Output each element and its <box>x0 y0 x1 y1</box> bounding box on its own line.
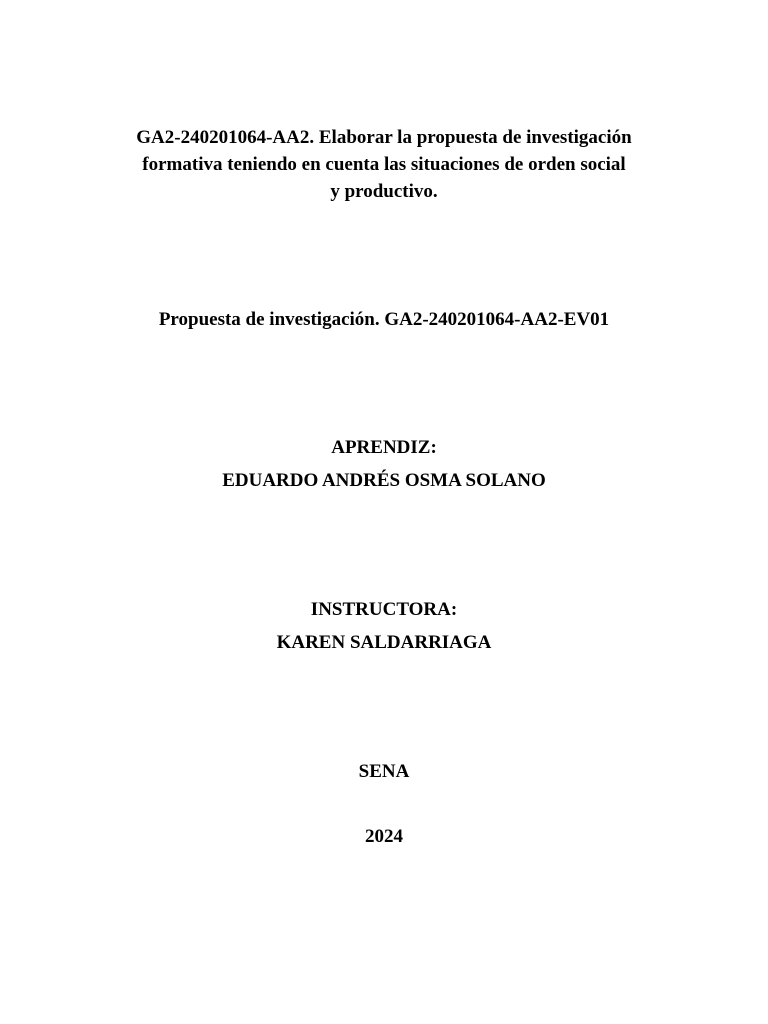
institution-name: SENA <box>358 761 410 782</box>
student-label: APRENDIZ: <box>331 437 437 458</box>
instructor-label: INSTRUCTORA: <box>310 599 458 620</box>
student-name: EDUARDO ANDRÉS OSMA SOLANO <box>222 470 546 491</box>
title-line-1: GA2-240201064-AA2. Elaborar la propuesta de investigación <box>136 127 632 148</box>
instructor-name: KAREN SALDARRIAGA <box>276 632 492 653</box>
title-line-2: formativa teniendo en cuenta las situaciones de orden social <box>142 154 626 175</box>
title-line-3: y productivo. <box>330 181 438 202</box>
document-subtitle: Propuesta de investigación. GA2-240201064-AA2-EV01 <box>158 309 610 330</box>
document-year: 2024 <box>365 826 403 847</box>
document-title <box>0 124 768 205</box>
